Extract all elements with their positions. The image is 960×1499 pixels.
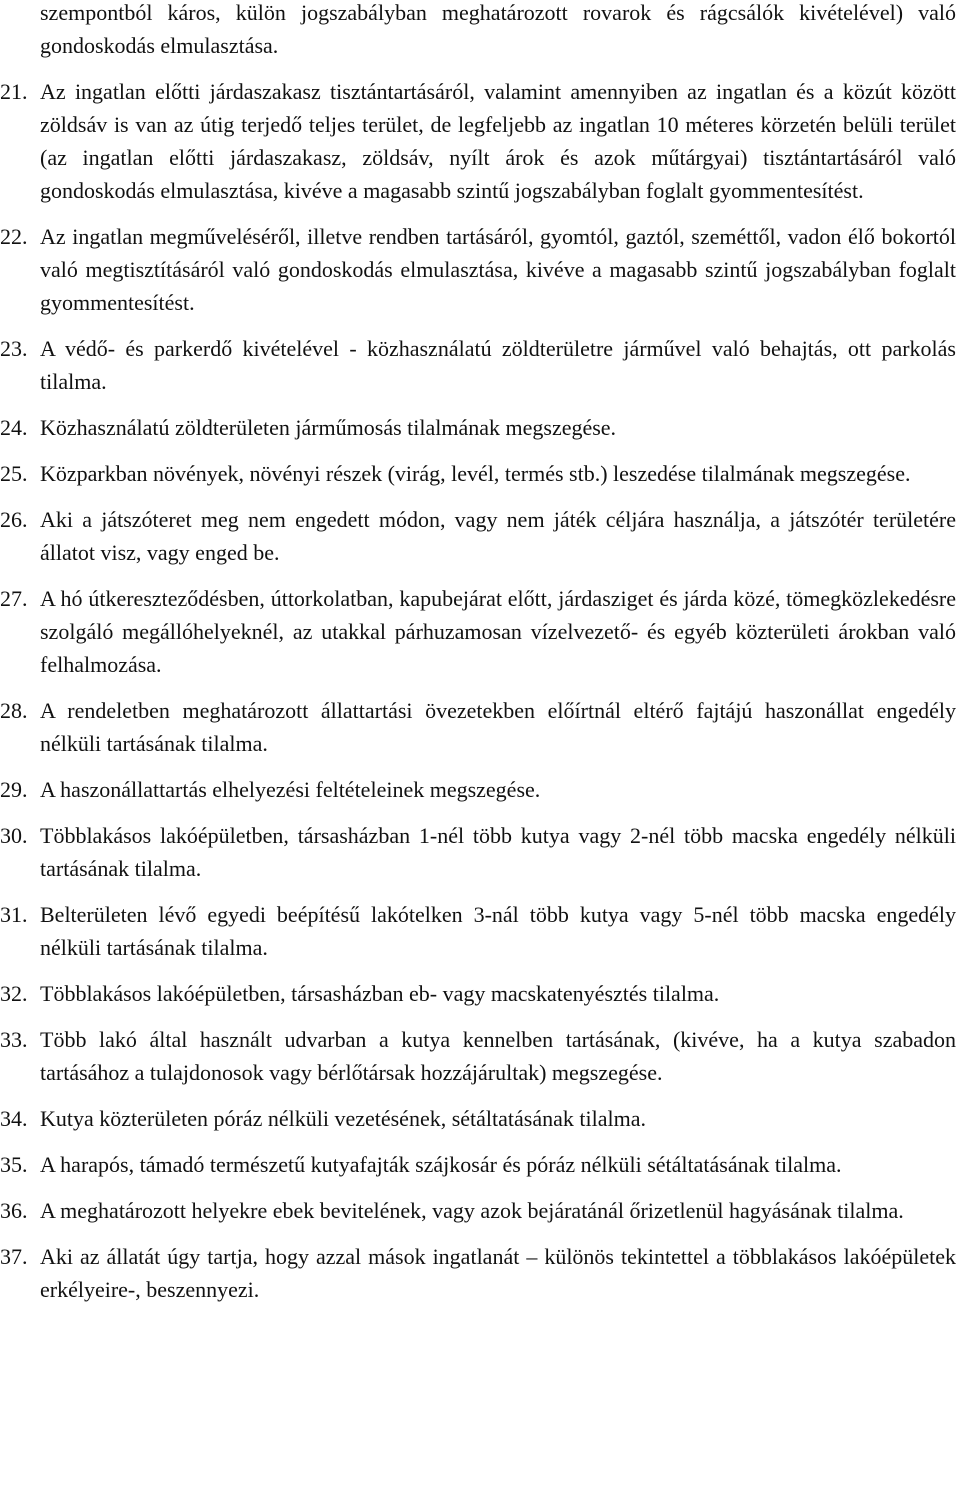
item-text: Aki a játszóteret meg nem engedett módon, vagy nem játék céljára használja, a játszótér területére állatot visz, vagy enged be. (40, 507, 956, 565)
item-text: A meghatározott helyekre ebek bevitelének, vagy azok bejáratánál őrizetlenül hagyásának tilalma. (40, 1198, 904, 1223)
item-number: 26. (0, 507, 28, 532)
item-text: Közparkban növények, növényi részek (virág, levél, termés stb.) leszedése tilalmának megszegése. (40, 461, 911, 486)
list-item-26 (0, 503, 956, 569)
item-text: A hó útkereszteződésben, úttorkolatban, kapubejárat előtt, járdasziget és járda közé, tömegközlekedésre szolgáló megállóhelyeknél, az utakkal párhuzamosan vízelvezető- és egyéb közterületi árokban való felhalmozása. (40, 586, 956, 677)
item-text: Az ingatlan megműveléséről, illetve rendben tartásáról, gyomtól, gaztól, szeméttől, vadon élő bokortól való megtisztításáról való gondoskodás elmulasztása, kivéve a magasabb szintű jogszabályban foglalt gyommentesítést. (40, 224, 956, 315)
list-item-33 (0, 1023, 956, 1089)
list-item-30 (0, 819, 956, 885)
list-item-28 (0, 694, 956, 760)
item-number: 35. (0, 1152, 28, 1177)
item-number: 34. (0, 1106, 28, 1131)
item-number: 30. (0, 823, 28, 848)
list-item-22 (0, 220, 956, 319)
item-number: 32. (0, 981, 28, 1006)
item-text: A rendeletben meghatározott állattartási övezetekben előírtnál eltérő fajtájú haszonállat engedély nélküli tartásának tilalma. (40, 698, 956, 756)
list-item-37 (0, 1240, 956, 1306)
list-item-27 (0, 582, 956, 681)
item-text: Kutya közterületen póráz nélküli vezetésének, sétáltatásának tilalma. (40, 1106, 646, 1131)
list-item-32 (0, 977, 956, 1010)
item-text: Többlakásos lakóépületben, társasházban 1-nél több kutya vagy 2-nél több macska engedély nélküli tartásának tilalma. (40, 823, 956, 881)
item-number: 27. (0, 586, 28, 611)
item-number: 25. (0, 461, 28, 486)
item-text: Többlakásos lakóépületben, társasházban eb- vagy macskatenyésztés tilalma. (40, 981, 720, 1006)
item-text: Az ingatlan előtti járdaszakasz tisztántartásáról, valamint amennyiben az ingatlan és a közút között zöldsáv is van az útig terjedő teljes terület, de legfeljebb az ingatlan 10 méteres körzetén belüli terület (az ingatlan előtti járdaszakasz, zöldsáv, nyílt árok és azok műtárgyai) tisztántartásáról való gondoskodás elmulasztása, kivéve a magasabb szintű jogszabályban foglalt gyommentesítést. (40, 79, 956, 203)
item-text: A harapós, támadó természetű kutyafajták szájkosár és póráz nélküli sétáltatásának tilalma. (40, 1152, 842, 1177)
item-text: Közhasználatú zöldterületen járműmosás tilalmának megszegése. (40, 415, 617, 440)
list-item-34 (0, 1102, 956, 1135)
item-number: 36. (0, 1198, 28, 1223)
item-text: Belterületen lévő egyedi beépítésű lakótelken 3-nál több kutya vagy 5-nél több macska engedély nélküli tartásának tilalma. (40, 902, 956, 960)
intro-paragraph: szempontból káros, külön jogszabályban meghatározott rovarok és rágcsálók kivételével) való gondoskodás elmulasztása. (40, 0, 956, 58)
item-text: Aki az állatát úgy tartja, hogy azzal mások ingatlanát – különös tekintettel a többlakásos lakóépületek erkélyeire-, beszennyezi. (40, 1244, 956, 1302)
item-number: 24. (0, 415, 28, 440)
list-item-25 (0, 457, 956, 490)
item-number: 31. (0, 902, 28, 927)
list-item-24 (0, 411, 956, 444)
item-number: 28. (0, 698, 28, 723)
item-text: A védő- és parkerdő kivételével - közhasználatú zöldterületre járművel való behajtás, ott parkolás tilalma. (40, 336, 956, 394)
item-number: 29. (0, 777, 28, 802)
list-item-29 (0, 773, 956, 806)
item-number: 37. (0, 1244, 28, 1269)
list-item-35 (0, 1148, 956, 1181)
list-item-23 (0, 332, 956, 398)
list-item-36 (0, 1194, 956, 1227)
list-item-21 (0, 75, 956, 207)
item-number: 22. (0, 224, 28, 249)
item-number: 33. (0, 1027, 28, 1052)
list-item-31 (0, 898, 956, 964)
item-text: Több lakó által használt udvarban a kutya kennelben tartásának, (kivéve, ha a kutya szabadon tartásához a tulajdonosok vagy bérlőtársak hozzájárultak) megszegése. (40, 1027, 956, 1085)
item-number: 21. (0, 79, 28, 104)
item-text: A haszonállattartás elhelyezési feltételeinek megszegése. (40, 777, 541, 802)
item-number: 23. (0, 336, 28, 361)
